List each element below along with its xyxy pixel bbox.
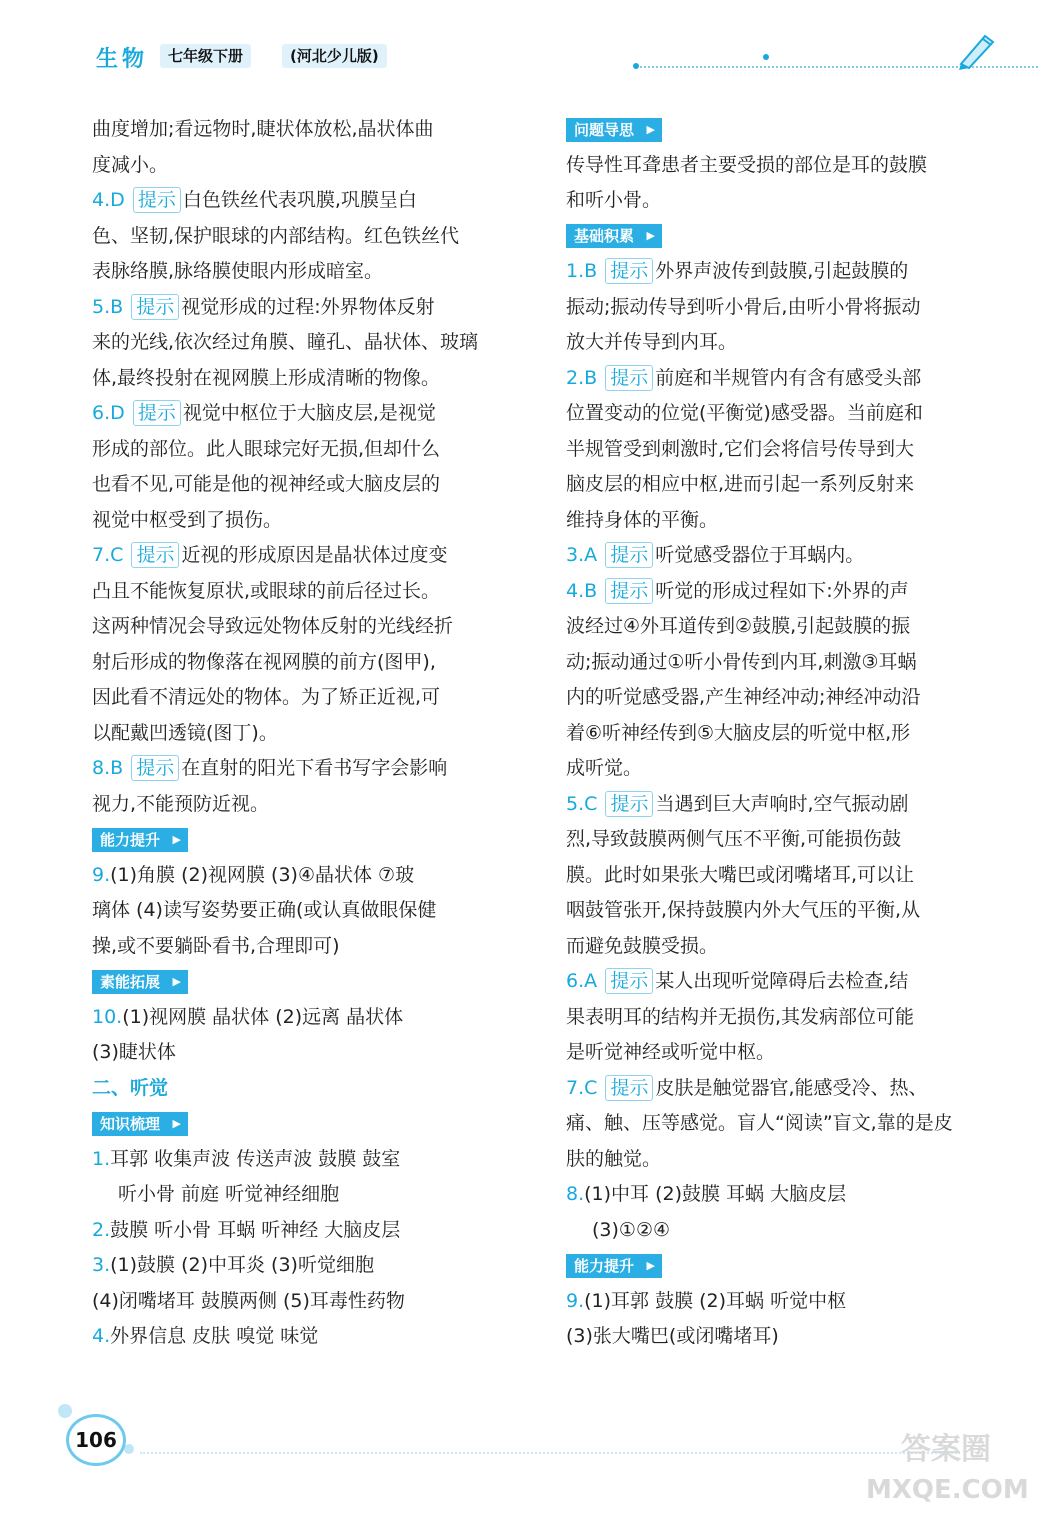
section-knowledge bbox=[92, 1106, 528, 1142]
answer-2 bbox=[566, 361, 998, 397]
section-badge: 知识梳理 ▶ bbox=[92, 1112, 188, 1136]
text-line: 成听觉。 bbox=[566, 757, 643, 779]
text-line: 位置变动的位觉(平衡觉)感受器。当前庭和 bbox=[566, 402, 923, 424]
text-line: 视觉中枢位于大脑皮层,是视觉 bbox=[182, 402, 436, 424]
knowledge-4 bbox=[92, 1319, 528, 1355]
hint-tag: 提示 bbox=[131, 542, 179, 568]
text-line: (3)睫状体 bbox=[92, 1041, 176, 1063]
text-line: 色、坚韧,保护眼球的内部结构。红色铁丝代 bbox=[92, 224, 460, 247]
knowledge-3 bbox=[92, 1248, 528, 1284]
answer-8 bbox=[566, 1177, 998, 1213]
answer-number: 8. bbox=[566, 1183, 585, 1205]
hint-tag: 提示 bbox=[133, 187, 181, 213]
answer-number: 2. bbox=[92, 1218, 111, 1241]
text-line: 放大并传导到内耳。 bbox=[566, 331, 738, 353]
text-line: 射后形成的物像落在视网膜的前方(图甲), bbox=[92, 650, 436, 673]
text-line: 璃体 (4)读写姿势要正确(或认真做眼保健 bbox=[92, 899, 437, 921]
text-line: 痛、触、压等感觉。盲人“阅读”盲文,靠的是皮 bbox=[566, 1112, 953, 1134]
answer-number: 7.C bbox=[566, 1076, 598, 1099]
decor-bubble bbox=[58, 1404, 72, 1418]
text-line: 耳郭 收集声波 传送声波 鼓膜 鼓室 bbox=[110, 1147, 401, 1170]
header-dot bbox=[763, 54, 769, 60]
answer-number: 4. bbox=[92, 1325, 111, 1347]
hint-tag: 提示 bbox=[131, 294, 179, 320]
answer-number: 6.D bbox=[92, 402, 125, 424]
answer-number: 2.B bbox=[566, 366, 598, 389]
section-basic bbox=[566, 219, 998, 255]
text-line: 曲度增加;看远物时,睫状体放松,晶状体曲 bbox=[92, 118, 434, 140]
text-line: 白色铁丝代表巩膜,巩膜呈白 bbox=[182, 189, 417, 211]
answer-5 bbox=[92, 290, 528, 326]
answer-10 bbox=[92, 1000, 528, 1036]
text-line: 形成的部位。此人眼球完好无损,但却什么 bbox=[92, 437, 441, 460]
header-dot bbox=[633, 63, 639, 69]
text-line: (1)鼓膜 (2)中耳炎 (3)听觉细胞 bbox=[110, 1254, 374, 1276]
text-line: 外界信息 皮肤 嗅觉 味觉 bbox=[110, 1325, 319, 1347]
answer-number: 5.B bbox=[92, 295, 124, 318]
answer-9 bbox=[566, 1284, 998, 1320]
answer-9 bbox=[92, 858, 528, 894]
text-line: 半规管受到刺激时,它们会将信号传导到大 bbox=[566, 437, 915, 460]
text-line: 传导性耳聋患者主要受损的部位是耳的鼓膜 bbox=[566, 153, 928, 176]
answer-number: 3.A bbox=[566, 544, 598, 566]
knowledge-2 bbox=[92, 1213, 528, 1249]
watermark-logo bbox=[866, 1430, 1029, 1510]
text-line: 咽鼓管张开,保持鼓膜内外大气压的平衡,从 bbox=[566, 899, 921, 921]
text-line: 听觉的形成过程如下:外界的声 bbox=[655, 579, 909, 602]
left-column bbox=[92, 112, 528, 1355]
text-line: 肤的触觉。 bbox=[566, 1147, 662, 1170]
text-line: (1)角膜 (2)视网膜 (3)④晶状体 ⑦玻 bbox=[110, 863, 415, 886]
section-quality bbox=[92, 964, 528, 1000]
text-line: 视觉形成的过程:外界物体反射 bbox=[181, 295, 435, 318]
text-line: (1)耳郭 鼓膜 (2)耳蜗 听觉中枢 bbox=[584, 1289, 847, 1312]
answer-number: 7.C bbox=[92, 544, 124, 566]
answer-4 bbox=[92, 183, 528, 219]
text-line: 某人出现听觉障碍后去检查,结 bbox=[655, 970, 909, 992]
text-line: 当遇到巨大声响时,空气振动剧 bbox=[655, 792, 909, 815]
knowledge-1 bbox=[92, 1142, 528, 1178]
text-line: 因此看不清远处的物体。为了矫正近视,可 bbox=[92, 686, 441, 708]
section-badge: 问题导思 ▶ bbox=[566, 118, 662, 142]
answer-5 bbox=[566, 787, 998, 823]
decor-bubble bbox=[124, 1444, 134, 1454]
hint-tag: 提示 bbox=[605, 968, 653, 994]
grade-tag: 七年级下册 bbox=[160, 44, 251, 68]
answer-number: 4.B bbox=[566, 579, 598, 602]
hint-tag: 提示 bbox=[605, 365, 653, 391]
section-badge: 能力提升 ▶ bbox=[566, 1254, 662, 1278]
hint-tag: 提示 bbox=[605, 542, 653, 568]
section-badge: 基础积累 ▶ bbox=[566, 224, 662, 248]
text-line: (1)中耳 (2)鼓膜 耳蜗 大脑皮层 bbox=[584, 1183, 847, 1205]
text-line: 凸且不能恢复原状,或眼球的前后径过长。 bbox=[92, 579, 441, 602]
hint-tag: 提示 bbox=[605, 258, 653, 284]
subject-title: 生物 bbox=[96, 47, 149, 72]
hint-tag: 提示 bbox=[605, 791, 653, 817]
text-line: (3)张大嘴巴(或闭嘴堵耳) bbox=[566, 1325, 779, 1347]
answer-4 bbox=[566, 574, 998, 610]
text-line: 来的光线,依次经过角膜、瞳孔、晶状体、玻璃 bbox=[92, 331, 479, 353]
answer-number: 5.C bbox=[566, 792, 598, 815]
footer-divider bbox=[140, 1452, 960, 1454]
answer-6 bbox=[92, 396, 528, 432]
section-ability bbox=[92, 822, 528, 858]
page-header bbox=[96, 40, 996, 74]
text-line: 听小骨 前庭 听觉神经细胞 bbox=[118, 1183, 340, 1205]
text-line: (1)视网膜 晶状体 (2)远离 晶状体 bbox=[122, 1005, 404, 1028]
text-line: 也看不见,可能是他的视神经或大脑皮层的 bbox=[92, 473, 441, 495]
text-line: (3)①②④ bbox=[592, 1218, 671, 1241]
answer-number: 3. bbox=[92, 1254, 111, 1276]
text-line: 动;振动通过①听小骨传到内耳,刺激③耳蜗 bbox=[566, 650, 917, 673]
hint-tag: 提示 bbox=[133, 400, 181, 426]
hint-tag: 提示 bbox=[605, 1075, 653, 1101]
text-line: 而避免鼓膜受损。 bbox=[566, 934, 719, 957]
hint-tag: 提示 bbox=[605, 578, 653, 604]
section-heading-hearing: 二、听觉 bbox=[92, 1076, 169, 1099]
page-number: 106 bbox=[66, 1414, 126, 1466]
text-line: 波经过④外耳道传到②鼓膜,引起鼓膜的振 bbox=[566, 615, 911, 637]
section-question bbox=[566, 112, 998, 148]
section-badge: 素能拓展 ▶ bbox=[92, 970, 188, 994]
text-line: 和听小骨。 bbox=[566, 189, 662, 211]
answer-number: 4.D bbox=[92, 189, 125, 211]
text-line: 振动;振动传导到听小骨后,由听小骨将振动 bbox=[566, 295, 921, 318]
text-line: 内的听觉感受器,产生神经冲动;神经冲动沿 bbox=[566, 686, 921, 708]
edition-tag: (河北少儿版) bbox=[282, 44, 387, 68]
text-line: 外界声波传到鼓膜,引起鼓膜的 bbox=[655, 260, 909, 282]
answer-number: 9. bbox=[92, 863, 111, 886]
text-line: 度减小。 bbox=[92, 153, 169, 176]
text-line: 听觉感受器位于耳蜗内。 bbox=[655, 544, 865, 566]
text-line: 表脉络膜,脉络膜使眼内形成暗室。 bbox=[92, 260, 384, 282]
text-line: 体,最终投射在视网膜上形成清晰的物像。 bbox=[92, 366, 441, 389]
answer-3 bbox=[566, 538, 998, 574]
answer-number: 9. bbox=[566, 1289, 585, 1312]
text-line: 烈,导致鼓膜两侧气压不平衡,可能损伤鼓 bbox=[566, 828, 902, 850]
answer-number: 8.B bbox=[92, 757, 124, 779]
section-badge: 能力提升 ▶ bbox=[92, 828, 188, 852]
text-line: (4)闭嘴堵耳 鼓膜两侧 (5)耳毒性药物 bbox=[92, 1289, 405, 1312]
text-line: 皮肤是触觉器官,能感受冷、热、 bbox=[655, 1076, 928, 1099]
text-line: 这两种情况会导致远处物体反射的光线经折 bbox=[92, 615, 454, 637]
text-line: 着⑥听神经传到⑤大脑皮层的听觉中枢,形 bbox=[566, 721, 911, 744]
section-ability bbox=[566, 1248, 998, 1284]
answer-7 bbox=[92, 538, 528, 574]
answer-number: 6.A bbox=[566, 970, 598, 992]
text-line: 操,或不要躺卧看书,合理即可) bbox=[92, 934, 340, 957]
answer-1 bbox=[566, 254, 998, 290]
answer-number: 10. bbox=[92, 1005, 123, 1028]
answer-number: 1. bbox=[92, 1147, 111, 1170]
right-column bbox=[566, 112, 998, 1355]
text-line: 膜。此时如果张大嘴巴或闭嘴堵耳,可以让 bbox=[566, 863, 915, 886]
text-line: 在直射的阳光下看书写字会影响 bbox=[181, 757, 448, 779]
text-line: 前庭和半规管内有含有感受头部 bbox=[655, 366, 922, 389]
text-line: 以配戴凹透镜(图丁)。 bbox=[92, 721, 278, 744]
hint-tag: 提示 bbox=[131, 755, 179, 781]
answer-number: 1.B bbox=[566, 260, 598, 282]
text-line: 果表明耳的结构并无损伤,其发病部位可能 bbox=[566, 1005, 915, 1028]
text-line: 鼓膜 听小骨 耳蜗 听神经 大脑皮层 bbox=[110, 1218, 401, 1241]
watermark-text: 答案圈 bbox=[901, 1432, 991, 1467]
text-line: 是听觉神经或听觉中枢。 bbox=[566, 1041, 776, 1063]
text-line: 脑皮层的相应中枢,进而引起一系列反射来 bbox=[566, 473, 915, 495]
answer-7 bbox=[566, 1071, 998, 1107]
pencil-icon bbox=[955, 30, 997, 70]
text-line: 维持身体的平衡。 bbox=[566, 508, 719, 531]
text-line: 近视的形成原因是晶状体过度变 bbox=[181, 544, 448, 566]
watermark-url: MXQE.COM bbox=[866, 1475, 1029, 1505]
answer-8 bbox=[92, 751, 528, 787]
text-line: 视觉中枢受到了损伤。 bbox=[92, 508, 283, 531]
answer-6 bbox=[566, 964, 998, 1000]
text-line: 视力,不能预防近视。 bbox=[92, 792, 270, 815]
